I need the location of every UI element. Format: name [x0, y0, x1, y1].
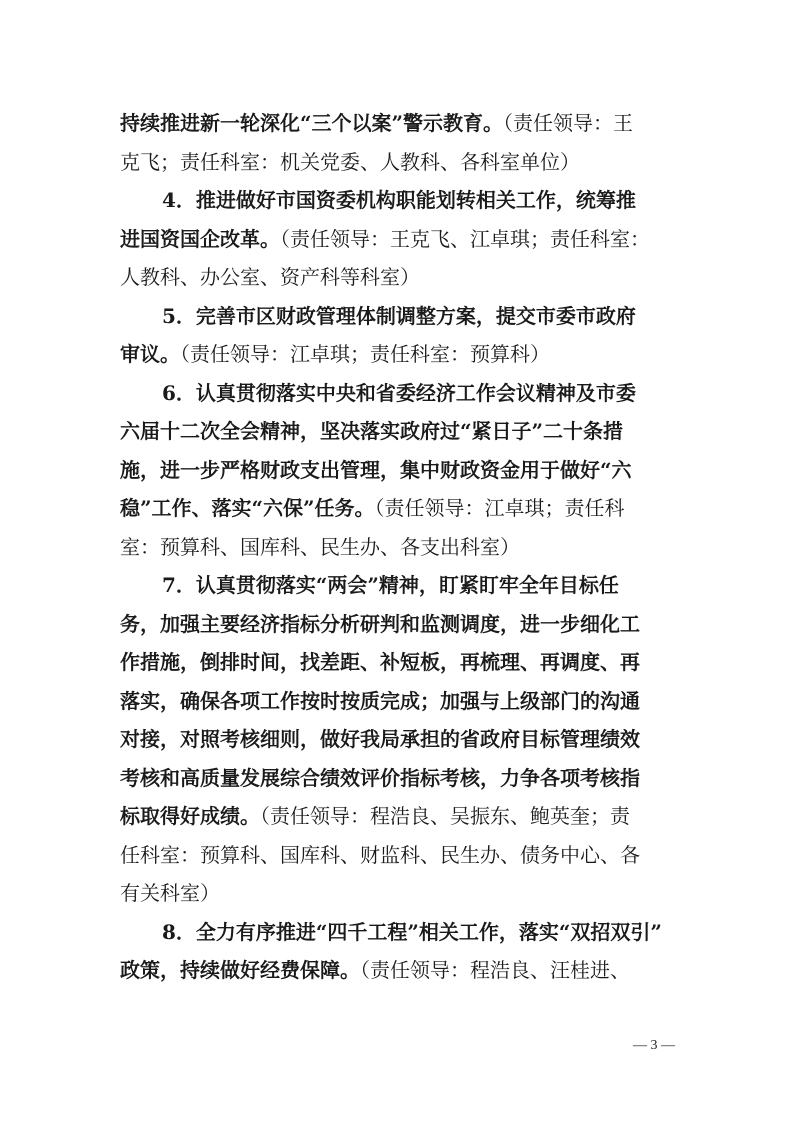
- paragraph-line: [120, 258, 680, 297]
- paragraph-line: [120, 412, 680, 451]
- document-body: [120, 104, 680, 990]
- paragraph-line: [120, 297, 680, 336]
- task-text: 审议。: [120, 342, 180, 366]
- responsibility-note: 任科室：预算科、国库科、财监科、民生办、债务中心、各: [120, 842, 640, 867]
- paragraph-line: [120, 181, 680, 220]
- responsibility-note: 人教科、办公室、资产科等科室）: [120, 265, 420, 289]
- paragraph-line: [120, 913, 680, 952]
- paragraph-line: [120, 759, 680, 798]
- task-text: 8．全力有序推进“四千工程”相关工作，落实“双招双引”: [162, 919, 662, 944]
- responsibility-note: 克飞；责任科室：机关党委、人教科、各科室单位）: [120, 149, 580, 174]
- paragraph-line: [120, 489, 680, 528]
- responsibility-note: （责任领导：江卓琪；责任科: [374, 496, 625, 520]
- responsibility-note: 室：预算科、国库科、民生办、各支出科室）: [120, 534, 520, 559]
- task-text: 务，加强主要经济指标分析研判和监测调度，进一步细化工: [120, 611, 640, 636]
- task-text: 标取得好成绩。: [120, 804, 260, 828]
- task-text: 6．认真贯彻落实中央和省委经济工作会议精神及市委: [162, 380, 636, 405]
- paragraph-line: [120, 836, 680, 875]
- task-text: 政策，持续做好经费保障。: [120, 958, 360, 982]
- paragraph-line: [120, 605, 680, 644]
- task-text: 落实，确保各项工作按时按质完成；加强与上级部门的沟通: [120, 688, 640, 713]
- page-number: — 3 —: [633, 1038, 675, 1053]
- task-text: 5．完善市区财政管理体制调整方案，提交市委市政府: [162, 303, 636, 328]
- responsibility-note: （责任领导：程浩良、汪桂进、: [360, 958, 630, 982]
- paragraph-line: [120, 566, 680, 605]
- responsibility-note: （责任领导：王: [503, 111, 634, 135]
- task-text: 7．认真贯彻落实“两会”精神，盯紧盯牢全年目标任: [162, 573, 619, 597]
- paragraph-line: [120, 951, 680, 990]
- task-text: 4．推进做好市国资委机构职能划转相关工作，统筹推: [162, 188, 636, 212]
- task-text: 进国资国企改革。: [120, 226, 280, 251]
- paragraph-line: [120, 643, 680, 682]
- task-text: 对接，对照考核细则，做好我局承担的省政府目标管理绩效: [120, 727, 640, 751]
- responsibility-note: （责任领导：王克飞、江卓琪；责任科室：: [280, 226, 650, 251]
- paragraph-line: [120, 451, 680, 490]
- paragraph-line: [120, 220, 680, 259]
- responsibility-note: （责任领导：江卓琪；责任科室：预算科）: [180, 342, 550, 366]
- paragraph-line: [120, 335, 680, 374]
- paragraph-line: [120, 374, 680, 413]
- task-text: 持续推进新一轮深化“三个以案”警示教育。: [120, 111, 504, 135]
- task-text: 作措施，倒排时间，找差距、补短板，再梳理、再调度、再: [120, 650, 640, 674]
- paragraph-line: [120, 874, 680, 913]
- task-text: 六届十二次全会精神，坚决落实政府过“紧日子”二十条措: [120, 419, 624, 443]
- task-text: 施，进一步严格财政支出管理，集中财政资金用于做好“六: [120, 457, 632, 482]
- paragraph-line: [120, 143, 680, 182]
- responsibility-note: 有关科室）: [120, 881, 220, 905]
- paragraph-line: [120, 104, 680, 143]
- paragraph-line: [120, 682, 680, 721]
- responsibility-note: （责任领导：程浩良、吴振东、鲍英奎；责: [260, 804, 630, 828]
- task-text: 稳”工作、落实“六保”任务。: [120, 496, 375, 520]
- paragraph-line: [120, 528, 680, 567]
- paragraph-line: [120, 797, 680, 836]
- paragraph-line: [120, 720, 680, 759]
- task-text: 考核和高质量发展综合绩效评价指标考核，力争各项考核指: [120, 765, 640, 790]
